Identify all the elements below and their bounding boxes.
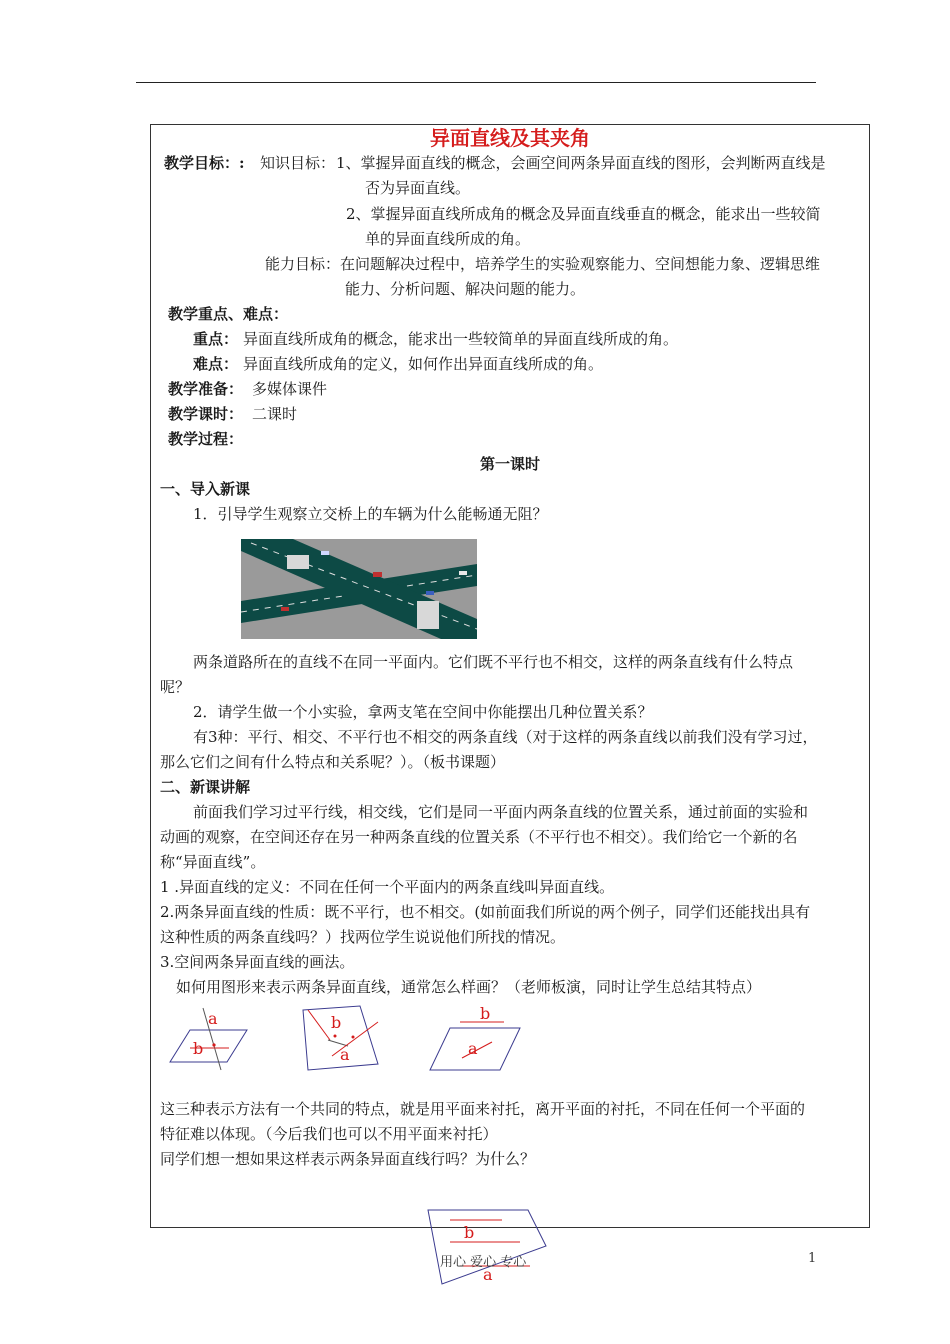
- property-line2: 这种性质的两条直线吗？）找两位学生说说他们所找的情况。: [160, 928, 566, 946]
- fig3-label-b: b: [480, 1004, 491, 1023]
- prep-label: 教学准备：: [168, 380, 244, 398]
- fig4-label-b: b: [464, 1223, 475, 1242]
- section1-item2: 2．请学生做一个小实验，拿两支笔在空间中你能摆出几种位置关系？: [193, 703, 653, 721]
- fig3-label-a: a: [468, 1039, 478, 1058]
- knowledge-2-line1: 2、掌握异面直线所成角的概念及异面直线垂直的概念，能求出一些较简: [346, 205, 821, 223]
- header-rule: [136, 82, 816, 83]
- section1-para2-line1: 有3种：平行、相交、不平行也不相交的两条直线（对于这样的两条直线以前我们没有学习过，: [193, 728, 818, 746]
- fig4-label-a: a: [483, 1265, 493, 1284]
- summary-line1: 这三种表示方法有一个共同的特点，就是用平面来衬托，离开平面的衬托，不同在任何一个平面的: [160, 1100, 806, 1118]
- focus-label: 重点：: [193, 330, 239, 348]
- summary-line2: 特征难以体现。（今后我们也可以不用平面来衬托）: [160, 1125, 498, 1143]
- difficulty-label: 难点：: [193, 355, 239, 373]
- overpass-image: [241, 539, 477, 639]
- section2-para1-line1: 前面我们学习过平行线，相交线，它们是同一平面内两条直线的位置关系，通过前面的实验和: [193, 803, 809, 821]
- skew-lines-figure-3: [428, 1002, 528, 1074]
- fig1-label-a: a: [208, 1009, 218, 1028]
- section2-heading: 二、新课讲解: [160, 778, 251, 796]
- fig2-label-a: a: [340, 1045, 350, 1064]
- ability-line2: 能力、分析问题、解决问题的能力。: [345, 280, 586, 298]
- ability-line1: 能力目标：在问题解决过程中，培养学生的实验观察能力、空间想能力象、逻辑思维: [265, 255, 821, 273]
- prep-text: 多媒体课件: [252, 380, 328, 398]
- section1-heading: 一、导入新课: [160, 480, 251, 498]
- knowledge-label: 知识目标：: [260, 154, 336, 172]
- section1-para1-line2: 呢？: [160, 678, 191, 696]
- focus-text: 异面直线所成角的概念，能求出一些较简单的异面直线所成的角。: [243, 330, 679, 348]
- lesson-heading: 第一课时: [479, 455, 540, 473]
- definition-line: 1 .异面直线的定义：不同在任何一个平面内的两条直线叫异面直线。: [160, 878, 615, 896]
- objectives-label: 教学目标：:: [164, 154, 245, 172]
- process-label: 教学过程：: [168, 430, 244, 448]
- drawing-method-line: 3.空间两条异面直线的画法。: [160, 953, 355, 971]
- question-line: 同学们想一想如果这样表示两条异面直线行吗？为什么？: [160, 1150, 536, 1168]
- knowledge-1-line2: 否为异面直线。: [365, 179, 471, 197]
- fig1-label-b: b: [193, 1039, 204, 1058]
- skew-lines-figure-1: [165, 1004, 255, 1074]
- section2-para1-line3: 称“异面直线”。: [160, 853, 266, 871]
- skew-lines-figure-2: [298, 1000, 388, 1075]
- property-line1: 2.两条异面直线的性质：既不平行，也不相交。(如前面我们所说的两个例子，同学们还能找出具有: [160, 903, 811, 921]
- section1-item1: 1．引导学生观察立交桥上的车辆为什么能畅通无阻？: [193, 505, 548, 523]
- page-footer: 用心 爱心 专心: [440, 1255, 527, 1270]
- hours-text: 二课时: [252, 405, 298, 423]
- knowledge-2-line2: 单的异面直线所成的角。: [365, 230, 531, 248]
- fig2-label-b: b: [331, 1013, 342, 1032]
- section1-para2-line2: 那么它们之间有什么特点和关系呢？）。（板书课题）: [160, 753, 506, 771]
- section2-para1-line2: 动画的观察，在空间还存在另一种两条直线的位置关系（不平行也不相交）。我们给它一个新的名: [160, 828, 798, 846]
- difficulty-text: 异面直线所成角的定义，如何作出异面直线所成的角。: [243, 355, 604, 373]
- page-title: 异面直线及其夹角: [430, 126, 590, 150]
- skew-lines-figure-4: [420, 1208, 550, 1288]
- section1-para1-line1: 两条道路所在的直线不在同一平面内。它们既不平行也不相交，这样的两条直线有什么特点: [193, 653, 794, 671]
- hours-label: 教学课时：: [168, 405, 244, 423]
- key-points-label: 教学重点、难点：: [168, 305, 289, 323]
- how-to-draw-line: 如何用图形来表示两条异面直线，通常怎么样画？（老师板演，同时让学生总结其特点）: [176, 978, 762, 996]
- knowledge-1-line1: 1、掌握异面直线的概念，会画空间两条异面直线的图形，会判断两直线是: [336, 154, 826, 172]
- page-number: 1: [808, 1251, 817, 1266]
